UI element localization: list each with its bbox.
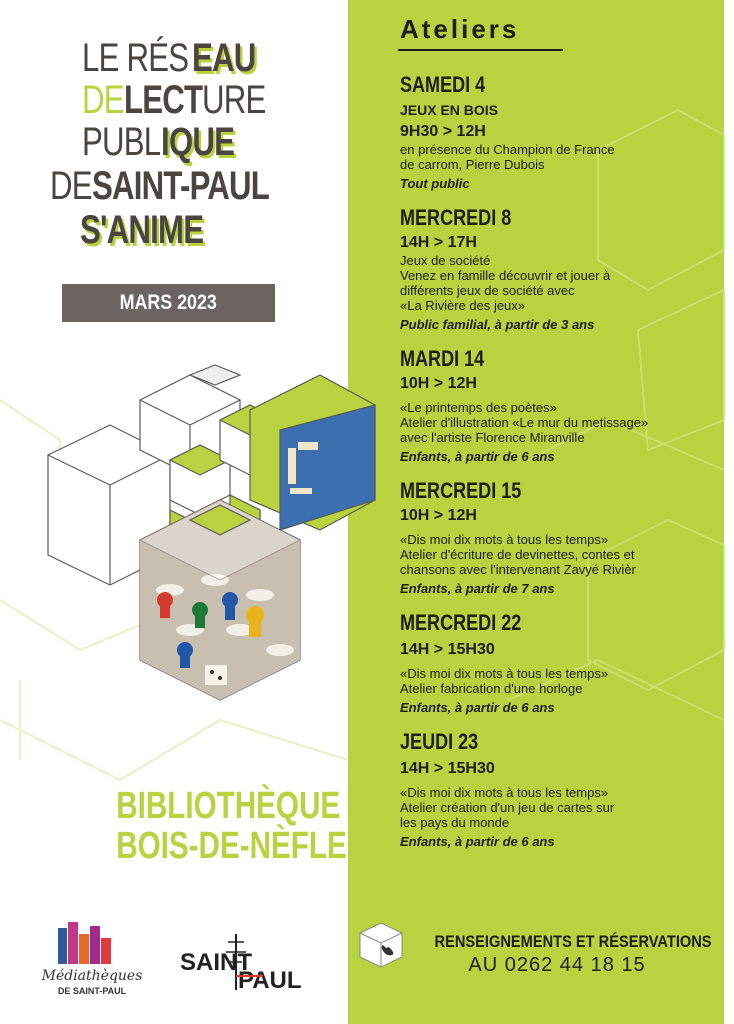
contact-label: RENSEIGNEMENTS ET RÉSERVATIONS — [434, 932, 712, 951]
event-time: 10H > 12H — [400, 375, 477, 392]
event-description-line: Atelier création d'un jeu de cartes sur — [400, 800, 615, 815]
library-name-bold: BIBLIOTHÈQUE — [116, 785, 341, 827]
event-day: MERCREDI 22 — [400, 610, 522, 635]
mediatheques-logo-subtext: DE SAINT-PAUL — [57, 986, 127, 996]
event-description-line: chansons avec l'intervenant Zavyé Rivièr — [400, 562, 636, 577]
event-description-line: Jeux de société — [400, 253, 491, 268]
event-time: 14H > 15H30 — [400, 760, 495, 777]
saint-paul-logo — [178, 930, 303, 1000]
library-name — [48, 785, 390, 867]
event-time: 10H > 12H — [400, 507, 477, 524]
title-line2-thin2: URE — [202, 78, 266, 122]
event-item — [400, 729, 712, 851]
event-day: MERCREDI 8 — [400, 205, 512, 230]
library-name-de: DE — [340, 785, 390, 827]
title-line2-bold: LECT — [123, 78, 202, 122]
contact-info — [412, 932, 712, 978]
title-line3-bold: IQUE — [160, 120, 234, 164]
event-description-line: «Dis moi dix mots à tous les temps» — [400, 532, 609, 547]
event-audience: Enfants, à partir de 6 ans — [400, 834, 555, 849]
event-description-line: «Dis moi dix mots à tous les temps» — [400, 785, 609, 800]
title-line1-bold: EAU — [192, 36, 256, 80]
event-description-line: «Le printemps des poètes» — [400, 400, 557, 415]
event-item — [400, 478, 712, 598]
title-line5-bold: S'ANIME — [80, 208, 204, 252]
event-day: SAMEDI 4 — [400, 72, 486, 97]
phone-cube-icon — [356, 920, 406, 970]
saint-paul-logo-right: PAUL — [238, 967, 302, 994]
event-description-line: «Dis moi dix mots à tous les temps» — [400, 666, 609, 681]
event-description-line: les pays du monde — [400, 815, 510, 830]
event-description-line: de carrom, Pierre Dubois — [400, 157, 545, 172]
event-description-line: en présence du Champion de France — [400, 142, 615, 157]
event-item — [400, 205, 712, 334]
event-day: MARDI 14 — [400, 346, 485, 371]
event-time: 9H30 > 12H — [400, 123, 486, 140]
title-line1-thin: LE RÉS — [82, 36, 189, 80]
mediatheques-logo — [41, 920, 143, 1000]
event-audience: Public familial, à partir de 3 ans — [400, 317, 595, 332]
event-description-line: Atelier d'illustration «Le mur du metissage» — [400, 415, 649, 430]
month-label: MARS 2023 — [119, 291, 218, 314]
event-description-line: Atelier fabrication d'une horloge — [400, 681, 583, 696]
event-audience: Enfants, à partir de 6 ans — [400, 449, 555, 464]
title-line4-thin: DE — [50, 164, 92, 208]
event-audience: Tout public — [400, 176, 470, 191]
events-list — [400, 72, 712, 863]
event-item — [400, 610, 712, 717]
saint-paul-logo-left: SAINT — [180, 949, 252, 976]
event-day: MERCREDI 15 — [400, 478, 522, 503]
title-line4-bold: SAINT-PAUL — [91, 164, 269, 208]
section-title-underline — [398, 49, 563, 51]
event-description-line: avec l'artiste Florence Miranville — [400, 430, 585, 445]
event-time: 14H > 15H30 — [400, 641, 495, 658]
section-title: Ateliers — [400, 14, 520, 44]
mediatheques-logo-text: Médiathèques — [41, 968, 143, 984]
title-line3-thin: PUBL — [82, 120, 161, 164]
event-time: 14H > 17H — [400, 234, 477, 251]
library-name-line2: BOIS-DE-NÈFLES — [116, 825, 367, 867]
event-item — [400, 72, 712, 193]
event-description-line: Atelier d'écriture de devinettes, contes et — [400, 547, 635, 562]
event-audience: Enfants, à partir de 6 ans — [400, 700, 555, 715]
event-subtitle: JEUX EN BOIS — [400, 102, 499, 118]
contact-phone[interactable]: AU 0262 44 18 15 — [468, 954, 646, 976]
event-description-line: Venez en famille découvrir et jouer à — [400, 268, 611, 283]
event-description-line: différents jeux de société avec — [400, 283, 575, 298]
event-item — [400, 346, 712, 466]
event-description-line: «La Rivière des jeux» — [400, 298, 526, 313]
cube-illustration — [40, 360, 380, 705]
event-day: JEUDI 23 — [400, 729, 479, 754]
month-badge — [62, 284, 275, 322]
event-audience: Enfants, à partir de 7 ans — [400, 581, 555, 596]
title-line2-thin: DE — [82, 78, 124, 122]
